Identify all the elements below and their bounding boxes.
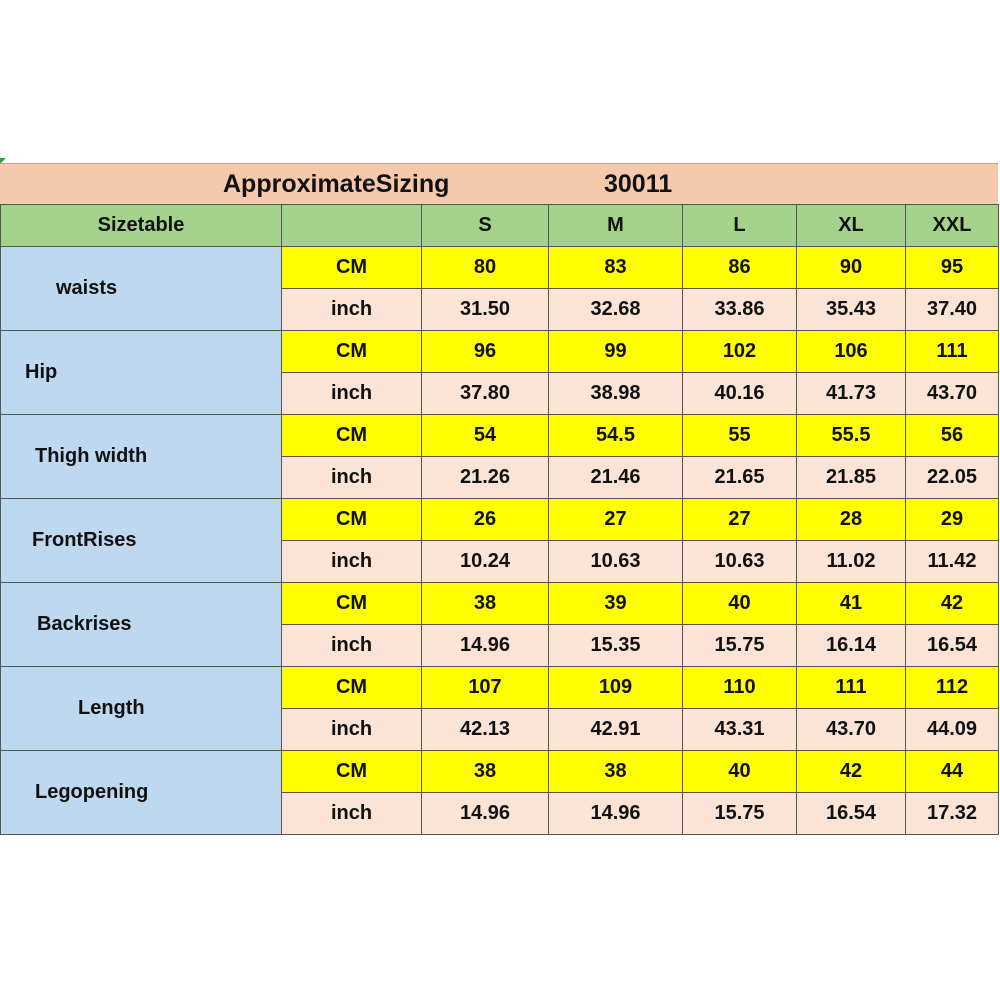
value-cell: 29	[906, 499, 999, 541]
measurement-label	[1, 415, 282, 499]
value-cell: 17.32	[906, 793, 999, 835]
value-cell: 42.91	[549, 709, 683, 751]
measurement-name: waists	[56, 277, 118, 299]
value-cell: 15.75	[683, 625, 797, 667]
unit-label: CM	[282, 667, 422, 709]
measurement-label	[1, 751, 282, 835]
value-cell: 14.96	[422, 625, 549, 667]
value-cell: 11.42	[906, 541, 999, 583]
value-cell: 111	[797, 667, 906, 709]
value-cell: 31.50	[422, 289, 549, 331]
value-cell: 90	[797, 247, 906, 289]
value-cell: 32.68	[549, 289, 683, 331]
value-cell: 44.09	[906, 709, 999, 751]
table-row	[1, 499, 999, 541]
unit-label: inch	[282, 289, 422, 331]
value-cell: 106	[797, 331, 906, 373]
measurement-name: Legopening	[35, 781, 149, 803]
value-cell: 43.70	[797, 709, 906, 751]
value-cell: 102	[683, 331, 797, 373]
table-row	[1, 247, 999, 289]
value-cell: 38	[549, 751, 683, 793]
table-row	[1, 331, 999, 373]
table-row	[1, 667, 999, 709]
value-cell: 110	[683, 667, 797, 709]
value-cell: 44	[906, 751, 999, 793]
measurement-name: Thigh width	[35, 445, 148, 467]
value-cell: 112	[906, 667, 999, 709]
value-cell: 86	[683, 247, 797, 289]
value-cell: 55.5	[797, 415, 906, 457]
value-cell: 40.16	[683, 373, 797, 415]
measurement-name: Backrises	[37, 613, 132, 635]
value-cell: 38.98	[549, 373, 683, 415]
value-cell: 15.35	[549, 625, 683, 667]
chart-title: ApproximateSizing	[223, 170, 450, 198]
value-cell: 35.43	[797, 289, 906, 331]
measurement-name: FrontRises	[32, 529, 137, 551]
value-cell: 109	[549, 667, 683, 709]
value-cell: 42	[906, 583, 999, 625]
value-cell: 14.96	[422, 793, 549, 835]
value-cell: 38	[422, 751, 549, 793]
value-cell: 15.75	[683, 793, 797, 835]
value-cell: 41	[797, 583, 906, 625]
unit-label: inch	[282, 457, 422, 499]
value-cell: 41.73	[797, 373, 906, 415]
value-cell: 10.63	[683, 541, 797, 583]
value-cell: 95	[906, 247, 999, 289]
value-cell: 16.14	[797, 625, 906, 667]
value-cell: 37.80	[422, 373, 549, 415]
measurement-label	[1, 583, 282, 667]
measurement-name: Hip	[25, 361, 58, 383]
header-row	[1, 205, 999, 247]
corner-label: Sizetable	[1, 205, 282, 247]
value-cell: 22.05	[906, 457, 999, 499]
value-cell: 14.96	[549, 793, 683, 835]
value-cell: 16.54	[906, 625, 999, 667]
unit-header	[282, 205, 422, 247]
value-cell: 42.13	[422, 709, 549, 751]
value-cell: 21.85	[797, 457, 906, 499]
value-cell: 40	[683, 583, 797, 625]
value-cell: 37.40	[906, 289, 999, 331]
value-cell: 96	[422, 331, 549, 373]
product-code: 30011	[604, 170, 673, 198]
unit-label: inch	[282, 625, 422, 667]
value-cell: 99	[549, 331, 683, 373]
measurement-label	[1, 331, 282, 415]
value-cell: 21.26	[422, 457, 549, 499]
value-cell: 40	[683, 751, 797, 793]
value-cell: 55	[683, 415, 797, 457]
size-header: M	[549, 205, 683, 247]
value-cell: 39	[549, 583, 683, 625]
size-header: XXL	[906, 205, 999, 247]
value-cell: 43.70	[906, 373, 999, 415]
value-cell: 10.24	[422, 541, 549, 583]
value-cell: 107	[422, 667, 549, 709]
value-cell: 54	[422, 415, 549, 457]
value-cell: 21.65	[683, 457, 797, 499]
unit-label: inch	[282, 541, 422, 583]
unit-label: inch	[282, 373, 422, 415]
unit-label: CM	[282, 583, 422, 625]
value-cell: 28	[797, 499, 906, 541]
value-cell: 27	[549, 499, 683, 541]
value-cell: 111	[906, 331, 999, 373]
unit-label: inch	[282, 709, 422, 751]
value-cell: 11.02	[797, 541, 906, 583]
size-table	[0, 204, 999, 835]
title-bar	[0, 163, 998, 204]
value-cell: 16.54	[797, 793, 906, 835]
unit-label: CM	[282, 247, 422, 289]
value-cell: 56	[906, 415, 999, 457]
unit-label: CM	[282, 751, 422, 793]
measurement-label	[1, 247, 282, 331]
size-header: XL	[797, 205, 906, 247]
value-cell: 10.63	[549, 541, 683, 583]
table-row	[1, 415, 999, 457]
table-row	[1, 583, 999, 625]
table-row	[1, 751, 999, 793]
value-cell: 54.5	[549, 415, 683, 457]
unit-label: inch	[282, 793, 422, 835]
value-cell: 43.31	[683, 709, 797, 751]
unit-label: CM	[282, 499, 422, 541]
value-cell: 80	[422, 247, 549, 289]
measurement-label	[1, 667, 282, 751]
size-header: S	[422, 205, 549, 247]
value-cell: 42	[797, 751, 906, 793]
value-cell: 38	[422, 583, 549, 625]
unit-label: CM	[282, 415, 422, 457]
size-header: L	[683, 205, 797, 247]
value-cell: 27	[683, 499, 797, 541]
value-cell: 21.46	[549, 457, 683, 499]
value-cell: 26	[422, 499, 549, 541]
value-cell: 83	[549, 247, 683, 289]
unit-label: CM	[282, 331, 422, 373]
measurement-name: Length	[78, 697, 145, 719]
value-cell: 33.86	[683, 289, 797, 331]
measurement-label	[1, 499, 282, 583]
